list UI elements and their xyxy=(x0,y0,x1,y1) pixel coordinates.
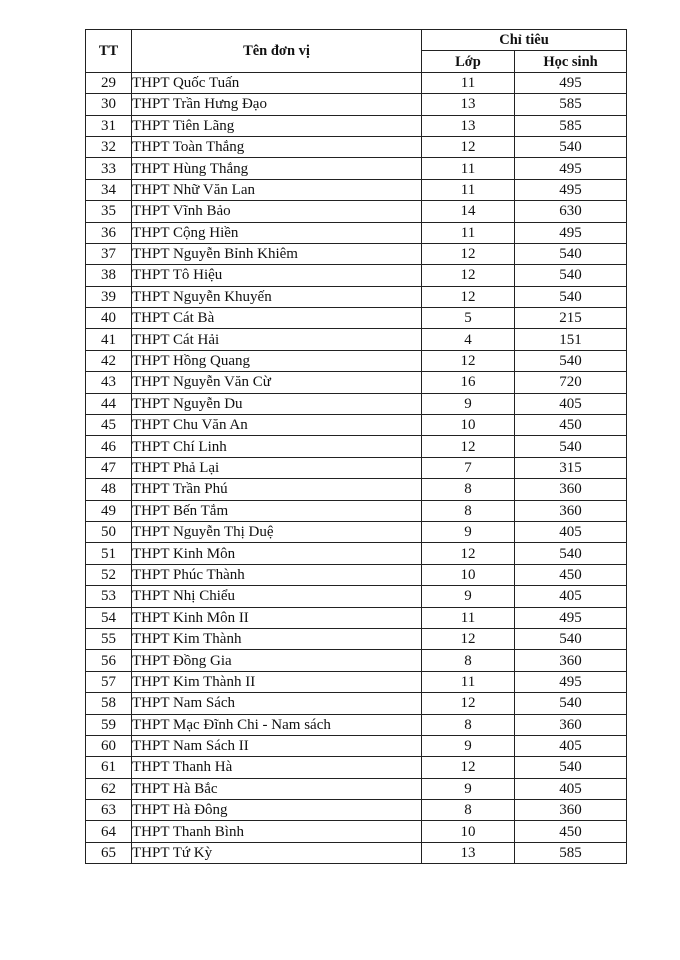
row-unit-name: THPT Nam Sách II xyxy=(132,735,422,756)
row-unit-name: THPT Tứ Kỳ xyxy=(132,842,422,863)
row-unit-name: THPT Toàn Thắng xyxy=(132,136,422,157)
row-classes: 12 xyxy=(422,350,515,371)
row-classes: 4 xyxy=(422,329,515,350)
row-unit-name: THPT Thanh Bình xyxy=(132,821,422,842)
row-students: 540 xyxy=(515,693,627,714)
row-number: 35 xyxy=(86,201,132,222)
row-classes: 12 xyxy=(422,757,515,778)
row-unit-name: THPT Nguyễn Du xyxy=(132,393,422,414)
row-students: 360 xyxy=(515,800,627,821)
row-students: 450 xyxy=(515,415,627,436)
row-classes: 13 xyxy=(422,842,515,863)
row-unit-name: THPT Cát Hải xyxy=(132,329,422,350)
row-students: 405 xyxy=(515,735,627,756)
row-classes: 11 xyxy=(422,607,515,628)
row-students: 360 xyxy=(515,714,627,735)
row-classes: 5 xyxy=(422,308,515,329)
row-students: 540 xyxy=(515,286,627,307)
row-students: 585 xyxy=(515,842,627,863)
row-classes: 10 xyxy=(422,821,515,842)
row-students: 495 xyxy=(515,671,627,692)
row-number: 46 xyxy=(86,436,132,457)
header-tt: TT xyxy=(86,30,132,73)
row-students: 405 xyxy=(515,586,627,607)
table-row xyxy=(86,265,627,286)
row-classes: 11 xyxy=(422,158,515,179)
row-students: 405 xyxy=(515,393,627,414)
header-students: Học sinh xyxy=(515,51,627,72)
row-unit-name: THPT Chu Văn An xyxy=(132,415,422,436)
table-row xyxy=(86,735,627,756)
table-row xyxy=(86,650,627,671)
row-classes: 12 xyxy=(422,436,515,457)
row-classes: 14 xyxy=(422,201,515,222)
table-row xyxy=(86,158,627,179)
row-students: 405 xyxy=(515,521,627,542)
row-unit-name: THPT Nam Sách xyxy=(132,693,422,714)
row-number: 65 xyxy=(86,842,132,863)
row-number: 32 xyxy=(86,136,132,157)
table-row xyxy=(86,393,627,414)
row-unit-name: THPT Nguyễn Khuyến xyxy=(132,286,422,307)
row-number: 31 xyxy=(86,115,132,136)
row-unit-name: THPT Nguyễn Văn Cừ xyxy=(132,372,422,393)
row-students: 540 xyxy=(515,757,627,778)
table-row xyxy=(86,72,627,93)
table-body xyxy=(86,72,627,863)
row-classes: 11 xyxy=(422,222,515,243)
row-students: 360 xyxy=(515,479,627,500)
row-students: 405 xyxy=(515,778,627,799)
row-unit-name: THPT Trần Hưng Đạo xyxy=(132,94,422,115)
row-students: 630 xyxy=(515,201,627,222)
row-number: 40 xyxy=(86,308,132,329)
table-row xyxy=(86,543,627,564)
row-classes: 11 xyxy=(422,179,515,200)
row-students: 540 xyxy=(515,265,627,286)
table-row xyxy=(86,94,627,115)
row-number: 49 xyxy=(86,500,132,521)
row-classes: 9 xyxy=(422,778,515,799)
row-students: 540 xyxy=(515,628,627,649)
row-classes: 12 xyxy=(422,286,515,307)
row-unit-name: THPT Kinh Môn xyxy=(132,543,422,564)
row-unit-name: THPT Phả Lại xyxy=(132,457,422,478)
table-row xyxy=(86,457,627,478)
row-students: 495 xyxy=(515,72,627,93)
row-number: 36 xyxy=(86,222,132,243)
row-unit-name: THPT Hồng Quang xyxy=(132,350,422,371)
row-number: 57 xyxy=(86,671,132,692)
row-students: 360 xyxy=(515,650,627,671)
row-unit-name: THPT Nhữ Văn Lan xyxy=(132,179,422,200)
row-classes: 13 xyxy=(422,94,515,115)
row-unit-name: THPT Tô Hiệu xyxy=(132,265,422,286)
row-classes: 7 xyxy=(422,457,515,478)
row-students: 495 xyxy=(515,158,627,179)
row-students: 495 xyxy=(515,179,627,200)
row-number: 56 xyxy=(86,650,132,671)
row-classes: 12 xyxy=(422,136,515,157)
row-unit-name: THPT Nguyễn Thị Duệ xyxy=(132,521,422,542)
row-number: 37 xyxy=(86,243,132,264)
row-classes: 12 xyxy=(422,628,515,649)
table-row xyxy=(86,115,627,136)
row-number: 33 xyxy=(86,158,132,179)
row-number: 30 xyxy=(86,94,132,115)
table-row xyxy=(86,286,627,307)
row-number: 55 xyxy=(86,628,132,649)
row-classes: 8 xyxy=(422,479,515,500)
row-number: 62 xyxy=(86,778,132,799)
row-students: 540 xyxy=(515,543,627,564)
table-row xyxy=(86,201,627,222)
row-classes: 9 xyxy=(422,735,515,756)
row-classes: 12 xyxy=(422,693,515,714)
row-unit-name: THPT Bến Tắm xyxy=(132,500,422,521)
row-students: 540 xyxy=(515,243,627,264)
row-unit-name: THPT Quốc Tuấn xyxy=(132,72,422,93)
row-unit-name: THPT Kim Thành xyxy=(132,628,422,649)
row-unit-name: THPT Phúc Thành xyxy=(132,564,422,585)
table-row xyxy=(86,500,627,521)
row-number: 34 xyxy=(86,179,132,200)
table-row xyxy=(86,372,627,393)
row-number: 45 xyxy=(86,415,132,436)
row-unit-name: THPT Hùng Thắng xyxy=(132,158,422,179)
row-students: 495 xyxy=(515,607,627,628)
row-number: 47 xyxy=(86,457,132,478)
table-row xyxy=(86,350,627,371)
row-unit-name: THPT Vĩnh Bảo xyxy=(132,201,422,222)
row-classes: 8 xyxy=(422,714,515,735)
table-row xyxy=(86,842,627,863)
table-row xyxy=(86,714,627,735)
row-classes: 9 xyxy=(422,393,515,414)
table-row xyxy=(86,308,627,329)
row-number: 38 xyxy=(86,265,132,286)
table-row xyxy=(86,757,627,778)
row-students: 450 xyxy=(515,821,627,842)
row-unit-name: THPT Hà Bắc xyxy=(132,778,422,799)
table-row xyxy=(86,821,627,842)
row-unit-name: THPT Mạc Đĩnh Chi - Nam sách xyxy=(132,714,422,735)
table-header xyxy=(86,30,627,73)
row-unit-name: THPT Đồng Gia xyxy=(132,650,422,671)
table-row xyxy=(86,479,627,500)
row-number: 60 xyxy=(86,735,132,756)
row-classes: 11 xyxy=(422,72,515,93)
table-row xyxy=(86,800,627,821)
row-number: 53 xyxy=(86,586,132,607)
row-number: 44 xyxy=(86,393,132,414)
row-students: 450 xyxy=(515,564,627,585)
row-classes: 16 xyxy=(422,372,515,393)
row-students: 495 xyxy=(515,222,627,243)
row-classes: 8 xyxy=(422,800,515,821)
row-unit-name: THPT Nguyễn Bỉnh Khiêm xyxy=(132,243,422,264)
row-classes: 12 xyxy=(422,243,515,264)
row-unit-name: THPT Kinh Môn II xyxy=(132,607,422,628)
table-row xyxy=(86,564,627,585)
row-classes: 13 xyxy=(422,115,515,136)
row-number: 41 xyxy=(86,329,132,350)
header-quota: Chỉ tiêu xyxy=(422,30,627,51)
row-number: 48 xyxy=(86,479,132,500)
table-row xyxy=(86,671,627,692)
row-classes: 8 xyxy=(422,500,515,521)
table-row xyxy=(86,693,627,714)
table-row xyxy=(86,136,627,157)
row-number: 39 xyxy=(86,286,132,307)
header-unit-name: Tên đơn vị xyxy=(132,30,422,73)
row-students: 315 xyxy=(515,457,627,478)
row-unit-name: THPT Tiên Lãng xyxy=(132,115,422,136)
quota-table xyxy=(85,29,627,864)
row-unit-name: THPT Kim Thành II xyxy=(132,671,422,692)
row-number: 59 xyxy=(86,714,132,735)
row-classes: 12 xyxy=(422,543,515,564)
row-students: 540 xyxy=(515,436,627,457)
row-number: 43 xyxy=(86,372,132,393)
row-classes: 10 xyxy=(422,415,515,436)
row-students: 215 xyxy=(515,308,627,329)
row-unit-name: THPT Nhị Chiểu xyxy=(132,586,422,607)
row-students: 585 xyxy=(515,94,627,115)
table-row xyxy=(86,607,627,628)
row-unit-name: THPT Hà Đông xyxy=(132,800,422,821)
row-number: 52 xyxy=(86,564,132,585)
table-row xyxy=(86,179,627,200)
row-number: 63 xyxy=(86,800,132,821)
row-classes: 9 xyxy=(422,521,515,542)
table-row xyxy=(86,222,627,243)
row-classes: 8 xyxy=(422,650,515,671)
row-number: 58 xyxy=(86,693,132,714)
row-students: 540 xyxy=(515,350,627,371)
header-classes: Lớp xyxy=(422,51,515,72)
row-unit-name: THPT Cát Bà xyxy=(132,308,422,329)
table-row xyxy=(86,586,627,607)
row-classes: 9 xyxy=(422,586,515,607)
row-unit-name: THPT Cộng Hiền xyxy=(132,222,422,243)
row-number: 29 xyxy=(86,72,132,93)
row-students: 720 xyxy=(515,372,627,393)
row-classes: 11 xyxy=(422,671,515,692)
table-row xyxy=(86,415,627,436)
row-number: 50 xyxy=(86,521,132,542)
row-number: 54 xyxy=(86,607,132,628)
row-unit-name: THPT Trần Phú xyxy=(132,479,422,500)
row-unit-name: THPT Chí Linh xyxy=(132,436,422,457)
table-row xyxy=(86,436,627,457)
row-classes: 12 xyxy=(422,265,515,286)
row-number: 51 xyxy=(86,543,132,564)
row-students: 360 xyxy=(515,500,627,521)
row-students: 585 xyxy=(515,115,627,136)
row-number: 61 xyxy=(86,757,132,778)
table-row xyxy=(86,243,627,264)
table-row xyxy=(86,628,627,649)
row-number: 42 xyxy=(86,350,132,371)
table-row xyxy=(86,778,627,799)
row-students: 151 xyxy=(515,329,627,350)
row-unit-name: THPT Thanh Hà xyxy=(132,757,422,778)
row-classes: 10 xyxy=(422,564,515,585)
row-number: 64 xyxy=(86,821,132,842)
table-row xyxy=(86,329,627,350)
table-row xyxy=(86,521,627,542)
row-students: 540 xyxy=(515,136,627,157)
